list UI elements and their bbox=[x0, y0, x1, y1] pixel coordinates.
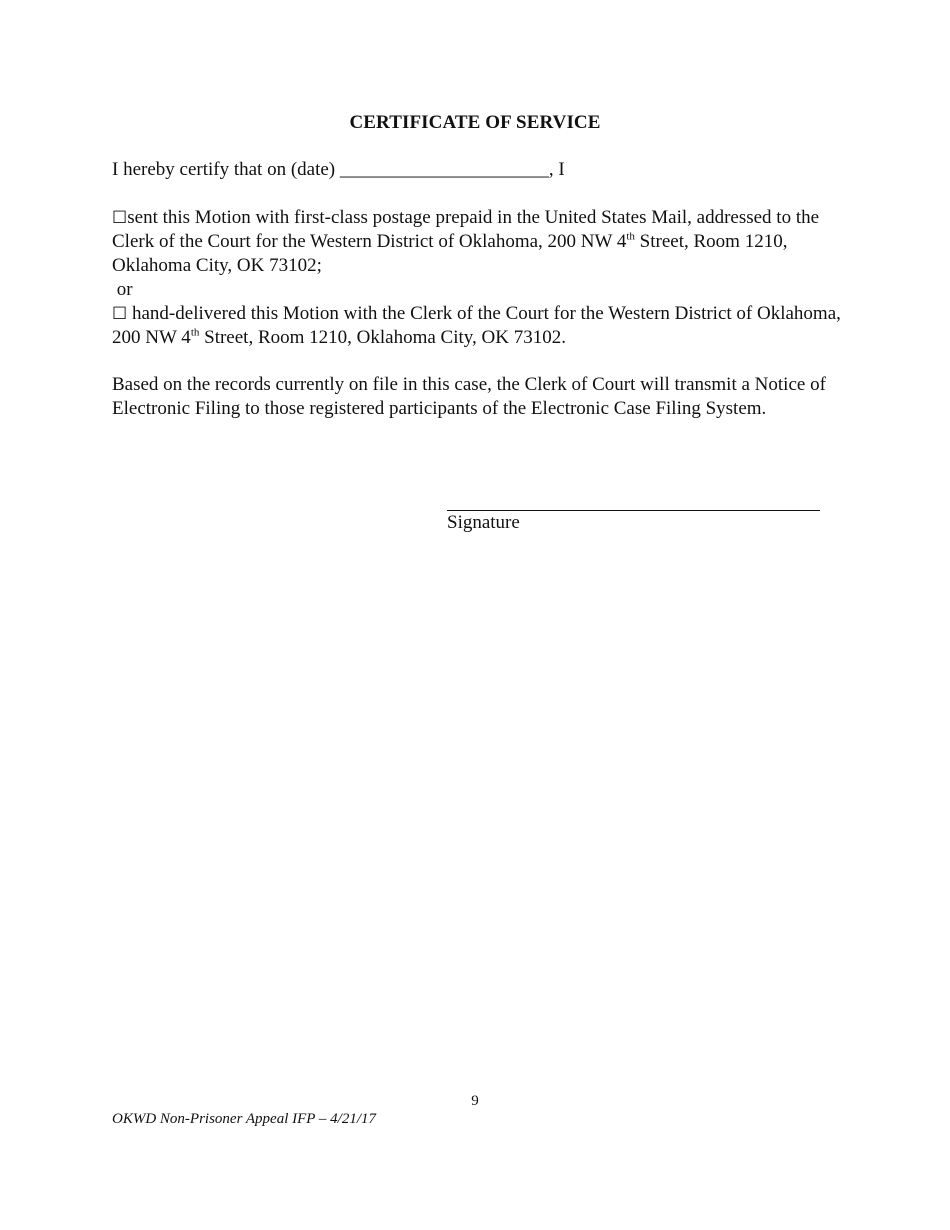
mail-text-b: Street, Room 1210, Oklahoma City, OK 73102; bbox=[112, 231, 788, 276]
hand-text-b: Street, Room 1210, Oklahoma City, OK 73102. bbox=[199, 327, 566, 348]
mail-checkbox[interactable]: ☐ bbox=[112, 208, 128, 228]
hand-checkbox[interactable]: ☐ bbox=[112, 304, 128, 324]
hand-text-a: hand-delivered this Motion with the Clerk of the Court for the Western District of Oklahoma, 200 NW 4 bbox=[112, 303, 841, 348]
date-blank: ______________________ bbox=[339, 159, 549, 180]
option-hand-delivered bbox=[112, 302, 852, 350]
mail-ordinal: th bbox=[626, 230, 635, 243]
or-label: or bbox=[116, 279, 133, 300]
electronic-filing-notice: Based on the records currently on file in this case, the Clerk of Court will transmit a Notice of Electronic Filing to those registered participants of the Electronic Case Filing System. bbox=[112, 374, 826, 419]
footer-form-id: OKWD Non-Prisoner Appeal IFP – 4/21/17 bbox=[112, 1111, 377, 1127]
signature-line[interactable] bbox=[447, 510, 820, 511]
hand-ordinal: th bbox=[190, 326, 200, 339]
certify-statement bbox=[112, 158, 852, 182]
certify-prefix: I hereby certify that on (date) bbox=[112, 159, 340, 180]
page-number: 9 bbox=[471, 1093, 479, 1109]
certify-suffix: , I bbox=[548, 159, 565, 180]
signature-label: Signature bbox=[447, 512, 520, 533]
or-separator bbox=[112, 278, 852, 302]
document-title: CERTIFICATE OF SERVICE bbox=[349, 112, 601, 133]
mail-text-a: sent this Motion with first-class postage prepaid in the United States Mail, addressed to the Clerk of the Court for the Western District of Oklahoma, 200 NW 4 bbox=[112, 207, 820, 252]
option-mail bbox=[112, 206, 852, 278]
